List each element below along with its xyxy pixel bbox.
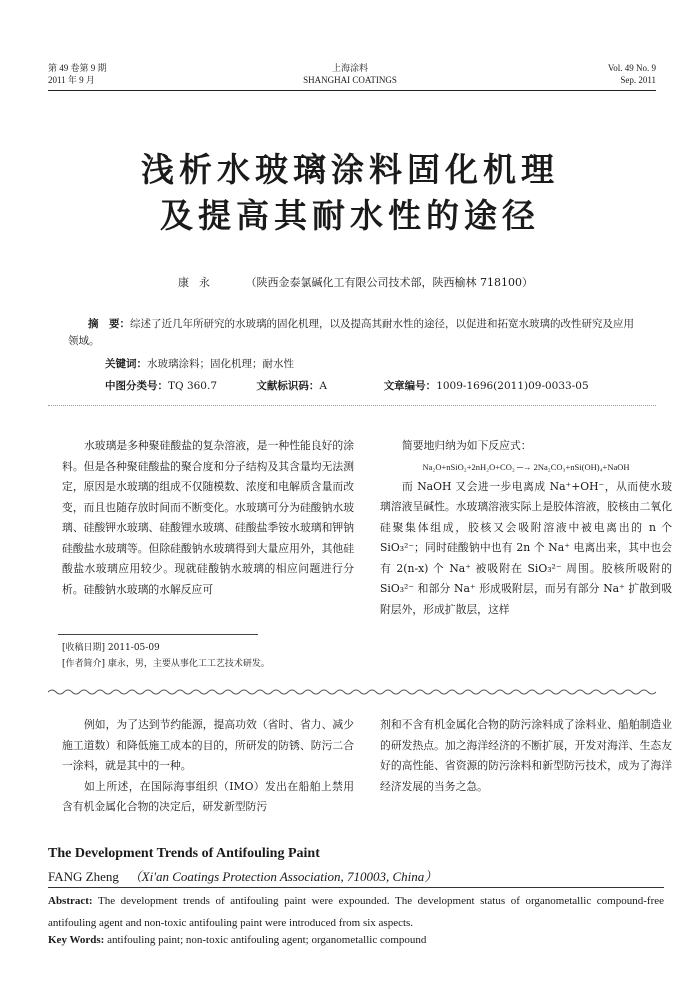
wavy-divider <box>48 688 656 696</box>
english-affiliation: （Xi'an Coatings Protection Association, 710003, China） <box>128 869 438 884</box>
body-paragraph: 例如，为了达到节约能源，提高功效（省时、省力、减少施工道数）和降低施工成本的目的，所研发的防锈、防污二合一涂料，就是其中的一种。 <box>62 718 354 772</box>
body-column-4 <box>380 715 672 797</box>
abstract-label: 摘 要： <box>88 318 130 330</box>
clc-value: TQ 360.7 <box>168 380 218 392</box>
doc-code-label: 文献标识码： <box>256 380 320 392</box>
journal-name-en: SHANGHAI COATINGS <box>303 75 397 85</box>
article-title-line-2: 及提高其耐水性的途径 <box>160 196 540 235</box>
journal-name-cn: 上海涂料 <box>331 63 368 73</box>
article-number-label: 文章编号： <box>383 380 437 392</box>
issue-date: 2011 年 9 月 <box>48 75 95 85</box>
keywords <box>105 356 640 373</box>
author-bio: [作者简介] 康永，男，主要从事化工工艺技术研发。 <box>62 659 270 669</box>
body-column-1 <box>62 436 354 600</box>
english-keywords-label: Key Words: <box>48 934 105 946</box>
english-keywords-text: antifouling paint; non-toxic antifouling agent; organometallic compound <box>104 934 427 946</box>
body-column-2 <box>380 436 672 620</box>
running-header-center <box>0 62 700 86</box>
english-keywords <box>48 932 664 948</box>
article-title-line-1: 浅析水玻璃涂料固化机理 <box>141 150 559 189</box>
body-paragraph: 剂和不含有机金属化合物的防污涂料成了涂料业、船舶制造业的研发热点。加之海洋经济的不断扩展，开发对海洋、生态友好的高性能、省资源的防污涂料和新型防污技术，成为了海洋经济发展的当务之急。 <box>380 718 672 793</box>
english-abstract-label: Abstract: <box>48 895 93 907</box>
footnote <box>62 640 270 672</box>
body-paragraph: 如上所述，在国际海事组织（IMO）发出在船舶上禁用含有机金属化合物的决定后，研发新型防污 <box>62 779 354 813</box>
body-column-3 <box>62 715 354 818</box>
issue-date-en: Sep. 2011 <box>620 75 656 85</box>
volume-issue: 第 49 卷第 9 期 <box>48 63 107 73</box>
keywords-label: 关键词： <box>105 358 147 370</box>
abstract-text: 综述了近几年所研究的水玻璃的固化机理，以及提高其耐水性的途径，以促进和拓宽水玻璃的改性研究及应用领域。 <box>68 318 634 347</box>
keywords-text: 水玻璃涂料；固化机理；耐水性 <box>147 358 294 370</box>
english-abstract <box>48 890 664 934</box>
classification-line <box>105 378 640 395</box>
english-title: The Development Trends of Antifouling Paint <box>48 846 320 861</box>
author-affiliation: （陕西金泰氯碱化工有限公司技术部，陕西榆林 718100） <box>245 276 533 289</box>
author-line <box>178 275 533 291</box>
english-author-line <box>48 866 664 885</box>
clc-label: 中图分类号： <box>105 380 168 392</box>
doc-code-value: A <box>319 380 327 392</box>
english-rule <box>48 887 664 888</box>
body-paragraph: 简要地归纳为如下反应式： <box>402 439 532 452</box>
english-author-name: FANG Zheng <box>48 869 119 884</box>
running-header-right <box>608 62 656 86</box>
body-paragraph: 水玻璃是多种聚硅酸盐的复杂溶液，是一种性能良好的涂料。但是各种聚硅酸盐的聚合度和分子结构及其含量均无法测定，原因是水玻璃的组成不仅随模数、浓度和电解质含量而改变，而且也随存放时间而不断变化。水玻璃可分为硅酸钠水玻璃、硅酸钾水玻璃、硅酸锂水玻璃、硅酸盐季铵水玻璃和钾钠硅酸盐水玻璃等。但除硅酸钠水玻璃得到大量应用外，其他硅酸盐水玻璃应用较少。现就硅酸钠水玻璃的相应问题进行分析。硅酸钠水玻璃的水解反应可 <box>62 439 354 596</box>
reaction-equation: Na₂O+nSiO₂+2nH₂O+CO₂ ─→ 2Na₂CO₃+nSi(OH)₄+NaOH <box>422 461 630 472</box>
volume-issue-en: Vol. 49 No. 9 <box>607 63 656 73</box>
article-number-value: 1009-1696(2011)09-0033-05 <box>436 380 589 392</box>
received-date: [收稿日期] 2011-05-09 <box>62 643 160 653</box>
english-abstract-text: The development trends of antifouling paint were expounded. The development status of organometallic compound-free antifouling agent and non-toxic antifouling paint were introduced from six aspects. <box>48 895 664 929</box>
abstract <box>68 316 640 350</box>
header-rule <box>48 90 656 91</box>
author-name: 康永 <box>178 276 220 289</box>
body-paragraph: 而 NaOH 又会进一步电离成 Na⁺+OH⁻，从而使水玻璃溶液呈碱性。水玻璃溶液实际上是胶体溶液，胶核由二氧化硅聚集体组成，胶核又会吸附溶液中被电离出的 n 个 SiO₃²⁻；同时硅酸钠中也有 2n 个 Na⁺ 电离出来，其中也会有 2(n-x) 个 Na⁺ 被吸附在 SiO₃²⁻ 周围。胶核所吸附的 SiO₃²⁻ 和部分 Na⁺ 形成吸附层，而另有部分 Na⁺ 扩散到吸附层外，形成扩散层，这样 <box>380 479 672 616</box>
footnote-rule <box>58 634 258 635</box>
abstract-separator <box>48 405 656 406</box>
